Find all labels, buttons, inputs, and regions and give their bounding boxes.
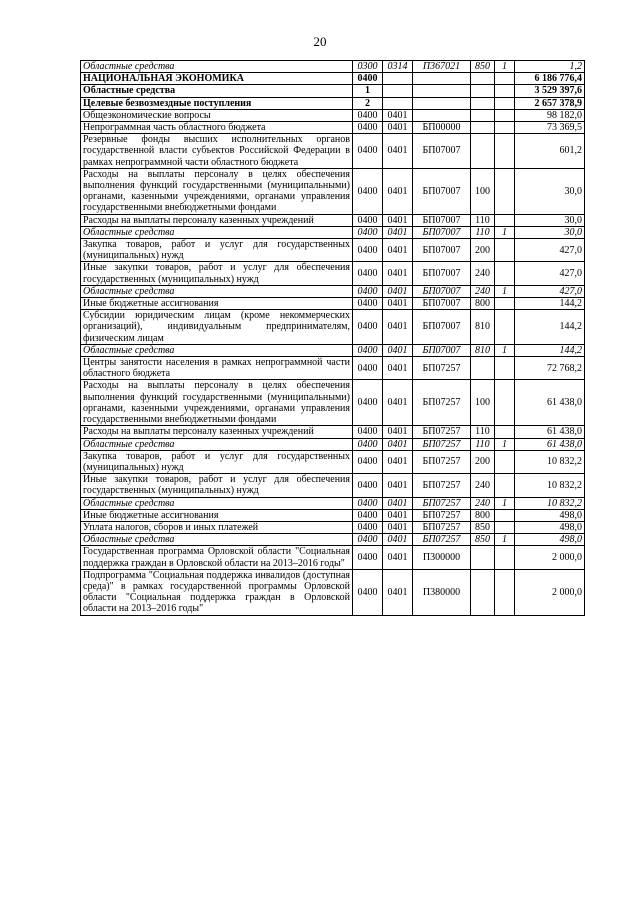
amount-cell: 61 438,0	[515, 426, 585, 438]
expense-type-cell: 100	[471, 380, 495, 426]
target-article-cell: БП07257	[413, 534, 471, 546]
amount-cell: 72 768,2	[515, 357, 585, 380]
expense-type-cell: 240	[471, 285, 495, 297]
target-article-cell: БП07007	[413, 285, 471, 297]
table-row	[81, 85, 585, 97]
section-code-cell: 0400	[353, 344, 383, 356]
source-cell	[495, 85, 515, 97]
amount-cell: 6 186 776,4	[515, 73, 585, 85]
page-number: 20	[313, 34, 327, 49]
name-cell: Расходы на выплаты персоналу в целях обеспечения выполнения функций государственными (муниципальными) органами, казенными учреждениями, органами управления государственными внебюджетными фондами	[81, 168, 353, 214]
table-row	[81, 546, 585, 569]
table-row	[81, 450, 585, 473]
target-article-cell: П300000	[413, 546, 471, 569]
expense-type-cell: 810	[471, 344, 495, 356]
source-cell: 1	[495, 497, 515, 509]
target-article-cell	[413, 73, 471, 85]
table-row	[81, 310, 585, 345]
subsection-code-cell: 0401	[383, 168, 413, 214]
source-cell	[495, 109, 515, 121]
expense-type-cell: 800	[471, 298, 495, 310]
table-row	[81, 569, 585, 615]
section-code-cell: 0400	[353, 134, 383, 169]
table-row	[81, 214, 585, 226]
table-row	[81, 262, 585, 285]
subsection-code-cell: 0401	[383, 285, 413, 297]
section-code-cell: 0400	[353, 239, 383, 262]
source-cell	[495, 521, 515, 533]
section-code-cell: 0400	[353, 310, 383, 345]
subsection-code-cell: 0401	[383, 450, 413, 473]
expense-type-cell: 850	[471, 61, 495, 73]
section-code-cell: 0400	[353, 357, 383, 380]
section-code-cell: 0400	[353, 497, 383, 509]
expense-type-cell	[471, 134, 495, 169]
subsection-code-cell: 0401	[383, 134, 413, 169]
name-cell: Расходы на выплаты персоналу казенных учреждений	[81, 426, 353, 438]
subsection-code-cell: 0401	[383, 497, 413, 509]
target-article-cell: БП07007	[413, 344, 471, 356]
source-cell: 1	[495, 61, 515, 73]
section-code-cell: 0400	[353, 474, 383, 497]
amount-cell: 427,0	[515, 239, 585, 262]
table-row	[81, 109, 585, 121]
subsection-code-cell: 0401	[383, 298, 413, 310]
name-cell: Непрограммная часть областного бюджета	[81, 122, 353, 134]
table-row	[81, 168, 585, 214]
name-cell: Иные закупки товаров, работ и услуг для обеспечения государственных (муниципальных) нужд	[81, 474, 353, 497]
source-cell	[495, 569, 515, 615]
section-code-cell: 0400	[353, 214, 383, 226]
expense-type-cell: 850	[471, 521, 495, 533]
source-cell	[495, 426, 515, 438]
expense-type-cell: 810	[471, 310, 495, 345]
table-row	[81, 97, 585, 109]
source-cell	[495, 239, 515, 262]
table-row	[81, 521, 585, 533]
target-article-cell: БП07257	[413, 426, 471, 438]
source-cell	[495, 298, 515, 310]
subsection-code-cell: 0401	[383, 357, 413, 380]
amount-cell: 10 832,2	[515, 497, 585, 509]
amount-cell: 144,2	[515, 298, 585, 310]
amount-cell: 498,0	[515, 509, 585, 521]
name-cell: Иные бюджетные ассигнования	[81, 298, 353, 310]
source-cell	[495, 380, 515, 426]
expense-type-cell: 110	[471, 226, 495, 238]
amount-cell: 2 657 378,9	[515, 97, 585, 109]
name-cell: Областные средства	[81, 85, 353, 97]
expense-type-cell: 100	[471, 168, 495, 214]
source-cell: 1	[495, 226, 515, 238]
amount-cell: 2 000,0	[515, 569, 585, 615]
expense-type-cell	[471, 109, 495, 121]
target-article-cell: БП07007	[413, 226, 471, 238]
section-code-cell: 0400	[353, 509, 383, 521]
amount-cell: 10 832,2	[515, 474, 585, 497]
name-cell: Расходы на выплаты персоналу в целях обеспечения выполнения функций государственными (муниципальными) органами, казенными учреждениями, органами управления государственными внебюджетными фондами	[81, 380, 353, 426]
section-code-cell: 0400	[353, 122, 383, 134]
amount-cell: 30,0	[515, 226, 585, 238]
name-cell: Областные средства	[81, 226, 353, 238]
table-row	[81, 380, 585, 426]
section-code-cell: 0400	[353, 546, 383, 569]
expense-type-cell: 240	[471, 262, 495, 285]
source-cell	[495, 168, 515, 214]
target-article-cell: БП07007	[413, 168, 471, 214]
name-cell: Уплата налогов, сборов и иных платежей	[81, 521, 353, 533]
subsection-code-cell: 0401	[383, 122, 413, 134]
source-cell	[495, 262, 515, 285]
section-code-cell: 0400	[353, 109, 383, 121]
table-row	[81, 285, 585, 297]
amount-cell: 601,2	[515, 134, 585, 169]
name-cell: Областные средства	[81, 61, 353, 73]
target-article-cell: БП07007	[413, 298, 471, 310]
name-cell: Областные средства	[81, 497, 353, 509]
section-code-cell: 0400	[353, 521, 383, 533]
name-cell: Государственная программа Орловской области "Социальная поддержка граждан в Орловской области на 2013–2016 годы"	[81, 546, 353, 569]
source-cell: 1	[495, 285, 515, 297]
budget-table	[80, 60, 585, 616]
target-article-cell: БП07257	[413, 509, 471, 521]
amount-cell: 427,0	[515, 262, 585, 285]
expense-type-cell	[471, 85, 495, 97]
table-row	[81, 509, 585, 521]
section-code-cell: 0400	[353, 285, 383, 297]
expense-type-cell	[471, 569, 495, 615]
table-row	[81, 61, 585, 73]
source-cell	[495, 509, 515, 521]
source-cell	[495, 474, 515, 497]
amount-cell: 10 832,2	[515, 450, 585, 473]
expense-type-cell	[471, 357, 495, 380]
expense-type-cell: 200	[471, 239, 495, 262]
subsection-code-cell: 0401	[383, 546, 413, 569]
subsection-code-cell: 0401	[383, 569, 413, 615]
amount-cell: 3 529 397,6	[515, 85, 585, 97]
subsection-code-cell	[383, 85, 413, 97]
target-article-cell	[413, 85, 471, 97]
subsection-code-cell: 0401	[383, 239, 413, 262]
source-cell	[495, 546, 515, 569]
name-cell: Резервные фонды высших исполнительных органов государственной власти субъектов Российской Федерации в рамках непрограммной части областного бюджета	[81, 134, 353, 169]
table-row	[81, 122, 585, 134]
subsection-code-cell: 0401	[383, 344, 413, 356]
name-cell: Иные бюджетные ассигнования	[81, 509, 353, 521]
source-cell	[495, 73, 515, 85]
expense-type-cell	[471, 122, 495, 134]
name-cell: Областные средства	[81, 344, 353, 356]
name-cell: Целевые безвозмездные поступления	[81, 97, 353, 109]
table-row	[81, 534, 585, 546]
expense-type-cell: 240	[471, 497, 495, 509]
table-row	[81, 426, 585, 438]
target-article-cell: БП07257	[413, 438, 471, 450]
section-code-cell: 0400	[353, 298, 383, 310]
target-article-cell: БП07007	[413, 214, 471, 226]
amount-cell: 30,0	[515, 214, 585, 226]
name-cell: Закупка товаров, работ и услуг для государственных (муниципальных) нужд	[81, 239, 353, 262]
name-cell: Областные средства	[81, 534, 353, 546]
expense-type-cell: 110	[471, 214, 495, 226]
target-article-cell: БП07257	[413, 521, 471, 533]
subsection-code-cell: 0401	[383, 310, 413, 345]
source-cell	[495, 97, 515, 109]
target-article-cell: П380000	[413, 569, 471, 615]
table-row	[81, 438, 585, 450]
table-row	[81, 226, 585, 238]
source-cell: 1	[495, 438, 515, 450]
amount-cell: 2 000,0	[515, 546, 585, 569]
target-article-cell: БП07007	[413, 262, 471, 285]
target-article-cell: БП07257	[413, 380, 471, 426]
section-code-cell: 1	[353, 85, 383, 97]
name-cell: Общеэкономические вопросы	[81, 109, 353, 121]
amount-cell: 30,0	[515, 168, 585, 214]
source-cell: 1	[495, 534, 515, 546]
section-code-cell: 0400	[353, 438, 383, 450]
target-article-cell: БП07257	[413, 497, 471, 509]
section-code-cell: 0400	[353, 426, 383, 438]
table-row	[81, 344, 585, 356]
target-article-cell: БП07007	[413, 134, 471, 169]
subsection-code-cell: 0314	[383, 61, 413, 73]
table-row	[81, 298, 585, 310]
expense-type-cell: 800	[471, 509, 495, 521]
amount-cell: 61 438,0	[515, 438, 585, 450]
source-cell	[495, 357, 515, 380]
target-article-cell: П367021	[413, 61, 471, 73]
amount-cell: 498,0	[515, 534, 585, 546]
amount-cell: 98 182,0	[515, 109, 585, 121]
section-code-cell: 0400	[353, 226, 383, 238]
expense-type-cell: 110	[471, 426, 495, 438]
subsection-code-cell: 0401	[383, 226, 413, 238]
name-cell: Подпрограмма "Социальная поддержка инвалидов (доступная среда)" в рамках государственной программы Орловской области "Социальная поддержка граждан в Орловской области на 2013–2016 годы"	[81, 569, 353, 615]
target-article-cell: БП07257	[413, 450, 471, 473]
subsection-code-cell: 0401	[383, 534, 413, 546]
amount-cell: 61 438,0	[515, 380, 585, 426]
source-cell	[495, 134, 515, 169]
source-cell	[495, 214, 515, 226]
amount-cell: 73 369,5	[515, 122, 585, 134]
section-code-cell: 0400	[353, 262, 383, 285]
table-row	[81, 474, 585, 497]
expense-type-cell: 850	[471, 534, 495, 546]
table-row	[81, 73, 585, 85]
subsection-code-cell	[383, 73, 413, 85]
expense-type-cell	[471, 73, 495, 85]
table-row	[81, 357, 585, 380]
table-row	[81, 239, 585, 262]
amount-cell: 1,2	[515, 61, 585, 73]
target-article-cell: БП07007	[413, 239, 471, 262]
target-article-cell: БП00000	[413, 122, 471, 134]
amount-cell: 144,2	[515, 344, 585, 356]
name-cell: Центры занятости населения в рамках непрограммной части областного бюджета	[81, 357, 353, 380]
section-code-cell: 0400	[353, 380, 383, 426]
target-article-cell	[413, 109, 471, 121]
subsection-code-cell: 0401	[383, 521, 413, 533]
expense-type-cell	[471, 546, 495, 569]
subsection-code-cell: 0401	[383, 474, 413, 497]
name-cell: Областные средства	[81, 285, 353, 297]
source-cell	[495, 122, 515, 134]
subsection-code-cell: 0401	[383, 509, 413, 521]
subsection-code-cell: 0401	[383, 380, 413, 426]
section-code-cell: 0400	[353, 534, 383, 546]
section-code-cell: 0400	[353, 168, 383, 214]
name-cell: Расходы на выплаты персоналу казенных учреждений	[81, 214, 353, 226]
name-cell: Иные закупки товаров, работ и услуг для обеспечения государственных (муниципальных) нужд	[81, 262, 353, 285]
section-code-cell: 0300	[353, 61, 383, 73]
table-row	[81, 134, 585, 169]
amount-cell: 427,0	[515, 285, 585, 297]
name-cell: Закупка товаров, работ и услуг для государственных (муниципальных) нужд	[81, 450, 353, 473]
expense-type-cell: 200	[471, 450, 495, 473]
source-cell: 1	[495, 344, 515, 356]
subsection-code-cell: 0401	[383, 109, 413, 121]
section-code-cell: 0400	[353, 450, 383, 473]
table-row	[81, 497, 585, 509]
expense-type-cell: 240	[471, 474, 495, 497]
name-cell: НАЦИОНАЛЬНАЯ ЭКОНОМИКА	[81, 73, 353, 85]
expense-type-cell	[471, 97, 495, 109]
amount-cell: 144,2	[515, 310, 585, 345]
target-article-cell: БП07257	[413, 474, 471, 497]
target-article-cell: БП07007	[413, 310, 471, 345]
subsection-code-cell: 0401	[383, 438, 413, 450]
amount-cell: 498,0	[515, 521, 585, 533]
section-code-cell: 0400	[353, 569, 383, 615]
section-code-cell: 2	[353, 97, 383, 109]
name-cell: Областные средства	[81, 438, 353, 450]
source-cell	[495, 310, 515, 345]
subsection-code-cell: 0401	[383, 214, 413, 226]
source-cell	[495, 450, 515, 473]
section-code-cell: 0400	[353, 73, 383, 85]
expense-type-cell: 110	[471, 438, 495, 450]
subsection-code-cell	[383, 97, 413, 109]
target-article-cell	[413, 97, 471, 109]
subsection-code-cell: 0401	[383, 426, 413, 438]
target-article-cell: БП07257	[413, 357, 471, 380]
name-cell: Субсидии юридическим лицам (кроме некоммерческих организаций), индивидуальным предпринимателям, физическим лицам	[81, 310, 353, 345]
subsection-code-cell: 0401	[383, 262, 413, 285]
